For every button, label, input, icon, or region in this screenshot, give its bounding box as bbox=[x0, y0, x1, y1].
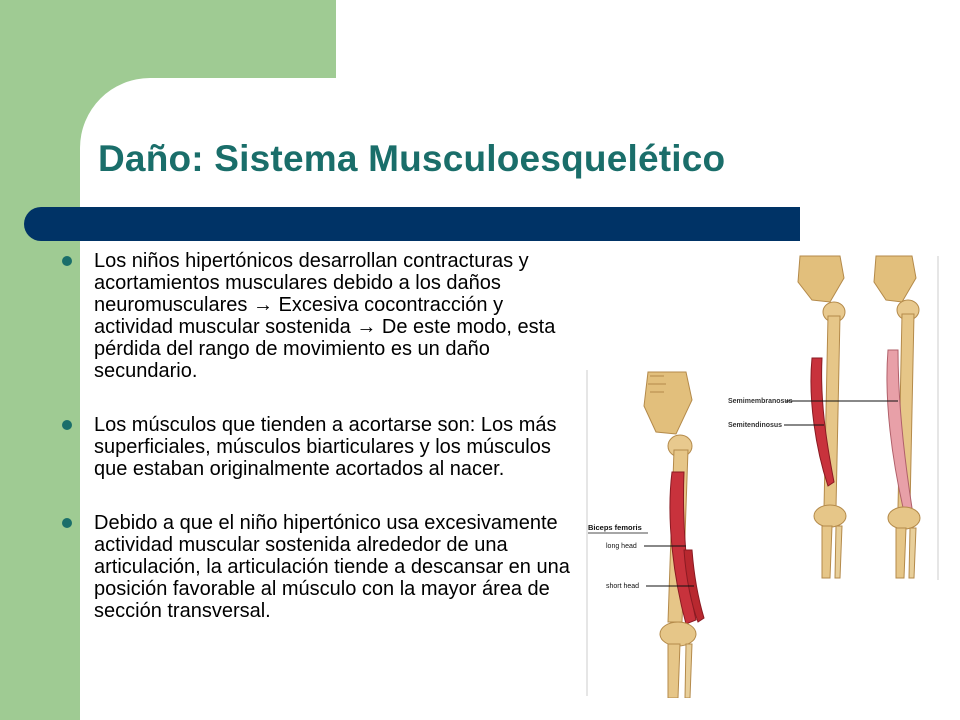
label-biceps-femoris: Biceps femoris bbox=[588, 523, 642, 532]
bullet-text: Debido a que el niño hipertónico usa excesivamente actividad muscular sostenida alrededor de una articulación, la articulación tiende a descansar en una posición favorable al músculo con la mayor área de sección transversal. bbox=[94, 512, 570, 622]
tibia-bone bbox=[822, 526, 832, 578]
label-short-head: short head bbox=[606, 583, 640, 590]
knee-joint bbox=[660, 622, 696, 646]
bullet-text: Los niños hipertónicos desarrollan contracturas y acortamientos musculares debido a los daños neuromusculares → Excesiva cocontracción y actividad muscular sostenida → De este modo, esta pérdida del rango de movimiento es un daño secundario. bbox=[94, 250, 556, 382]
bullet-dot-icon bbox=[62, 256, 72, 266]
label-semimembranosus: Semimembranosus bbox=[728, 398, 793, 405]
knee-joint bbox=[814, 505, 846, 527]
bullet-text: Los músculos que tienden a acortarse son: Los más superficiales, músculos biarticulares y los músculos que estaban originalmente acortados al nacer. bbox=[94, 414, 557, 480]
tibia-bone bbox=[668, 644, 680, 698]
anatomy-illustration bbox=[586, 250, 944, 698]
tibia-bone bbox=[896, 528, 906, 578]
bullet-dot-icon bbox=[62, 518, 72, 528]
title-underline-bar bbox=[24, 207, 800, 241]
label-semitendinosus: Semitendinosus bbox=[728, 422, 783, 429]
knee-joint bbox=[888, 507, 920, 529]
bullet-list bbox=[56, 250, 586, 654]
label-long-head: long head bbox=[606, 543, 637, 550]
hamstring-anatomy-figure bbox=[586, 250, 944, 698]
bullet-item-articulacion bbox=[56, 512, 586, 622]
slide-title: Daño: Sistema Musculoesquelético bbox=[98, 138, 726, 179]
bullet-dot-icon bbox=[62, 420, 72, 430]
bullet-item-contracturas bbox=[56, 250, 586, 382]
bullet-item-musculos bbox=[56, 414, 586, 480]
